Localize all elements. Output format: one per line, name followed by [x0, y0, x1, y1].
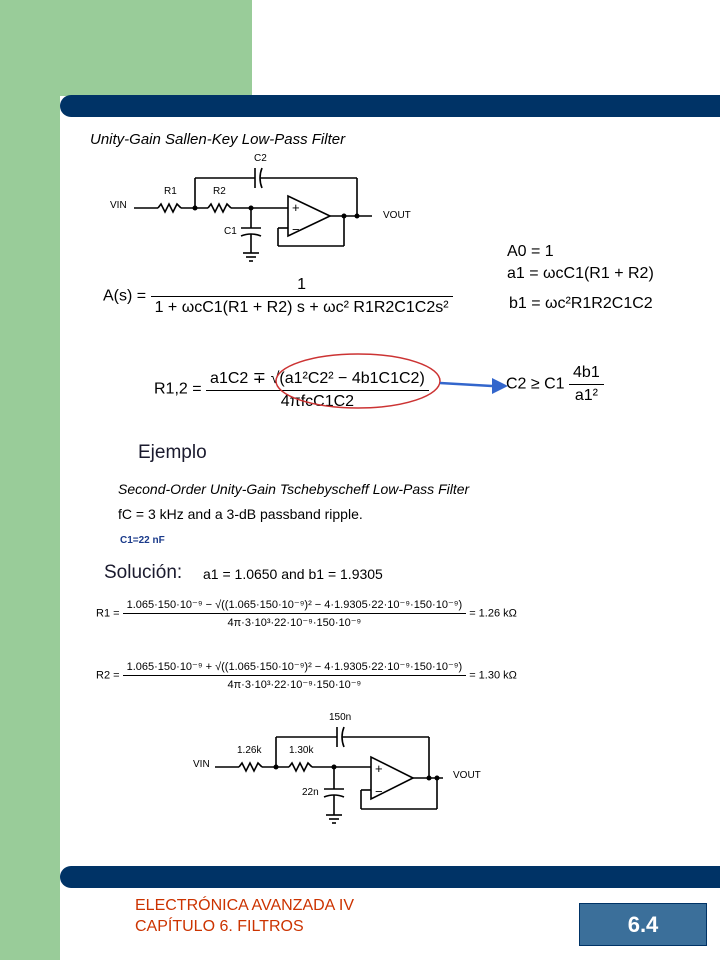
footer-chapter: CAPÍTULO 6. FILTROS: [135, 918, 304, 935]
r12-denominator: 4πfcC1C2: [206, 390, 429, 411]
r2-denominator: 4π·3·10³·22·10⁻⁹·150·10⁻⁹: [123, 675, 467, 691]
r1-calculation: [96, 598, 517, 629]
c2-condition: [506, 364, 604, 405]
vout-label: VOUT: [383, 210, 411, 221]
c2-condition-lhs: C2 ≥ C1: [506, 375, 565, 393]
c2-condition-numerator: 4b1: [573, 364, 600, 381]
vin-label: VIN: [110, 200, 127, 211]
plus-sign-2: +: [375, 761, 383, 776]
example-spec: fC = 3 kHz and a 3-dB passband ripple.: [118, 506, 363, 522]
c2-value-label: 150n: [329, 712, 352, 723]
vin-label-2: VIN: [193, 759, 210, 770]
solution-coefficients: a1 = 1.0650 and b1 = 1.9305: [203, 566, 383, 582]
c1-value: C1=22 nF: [120, 535, 165, 546]
c1-value-label: 22n: [302, 787, 319, 798]
r1-result: = 1.26 kΩ: [469, 607, 517, 620]
b1-equation: b1 = ωc²R1R2C1C2: [509, 295, 653, 312]
example-circuit-diagram: [185, 705, 515, 835]
transfer-lhs: A(s) =: [103, 287, 147, 305]
highlight-annotation: [270, 350, 510, 420]
arrow-shaft: [440, 383, 492, 386]
c2-label: C2: [254, 153, 267, 164]
sallen-key-circuit-diagram: [100, 148, 420, 273]
top-navy-bar: [60, 95, 720, 117]
example-subtitle: Second-Order Unity-Gain Tschebyscheff Low-Pass Filter: [118, 481, 470, 497]
transfer-denominator: 1 + ωcC1(R1 + R2) s + ωc² R1R2C1C2s²: [151, 296, 453, 317]
c2-condition-denominator: a1²: [569, 384, 604, 405]
r2-numerator: 1.065·150·10⁻⁹ + √((1.065·150·10⁻⁹)² − 4·1.9305·22·10⁻⁹·150·10⁻⁹): [126, 661, 463, 673]
top-green-block: [60, 0, 252, 96]
page-number: 6.4: [579, 903, 707, 946]
r12-numerator: a1C2 ∓ √(a1²C2² − 4b1C1C2): [210, 370, 425, 387]
left-green-band: [0, 0, 60, 960]
transfer-function: [103, 276, 453, 317]
r2-calculation: [96, 660, 517, 691]
footer-course: ELECTRÓNICA AVANZADA IV: [135, 897, 355, 914]
solution-label: Solución:: [104, 562, 183, 583]
r2-value-label: 1.30k: [289, 745, 314, 756]
slide-title: Unity-Gain Sallen-Key Low-Pass Filter: [90, 131, 346, 148]
r2-lhs: R2 =: [96, 669, 120, 682]
a1-equation: a1 = ωcC1(R1 + R2): [507, 265, 654, 282]
minus-sign: −: [292, 222, 300, 237]
r1-lhs: R1 =: [96, 607, 120, 620]
example-heading: Ejemplo: [138, 442, 207, 463]
r12-lhs: R1,2 =: [154, 380, 202, 398]
minus-sign-2: −: [375, 784, 383, 799]
a0-equation: A0 = 1: [507, 243, 554, 260]
c1-label: C1: [224, 226, 237, 237]
r1-label: R1: [164, 186, 177, 197]
highlight-ellipse: [276, 354, 440, 408]
plus-sign: +: [292, 200, 300, 215]
vout-label-2: VOUT: [453, 770, 481, 781]
transfer-numerator: 1: [297, 276, 307, 293]
bottom-navy-bar: [60, 866, 720, 888]
r2-label: R2: [213, 186, 226, 197]
r2-result: = 1.30 kΩ: [469, 669, 517, 682]
r1-value-label: 1.26k: [237, 745, 262, 756]
r1-numerator: 1.065·150·10⁻⁹ − √((1.065·150·10⁻⁹)² − 4·1.9305·22·10⁻⁹·150·10⁻⁹): [126, 599, 463, 611]
r1-denominator: 4π·3·10³·22·10⁻⁹·150·10⁻⁹: [123, 613, 467, 629]
